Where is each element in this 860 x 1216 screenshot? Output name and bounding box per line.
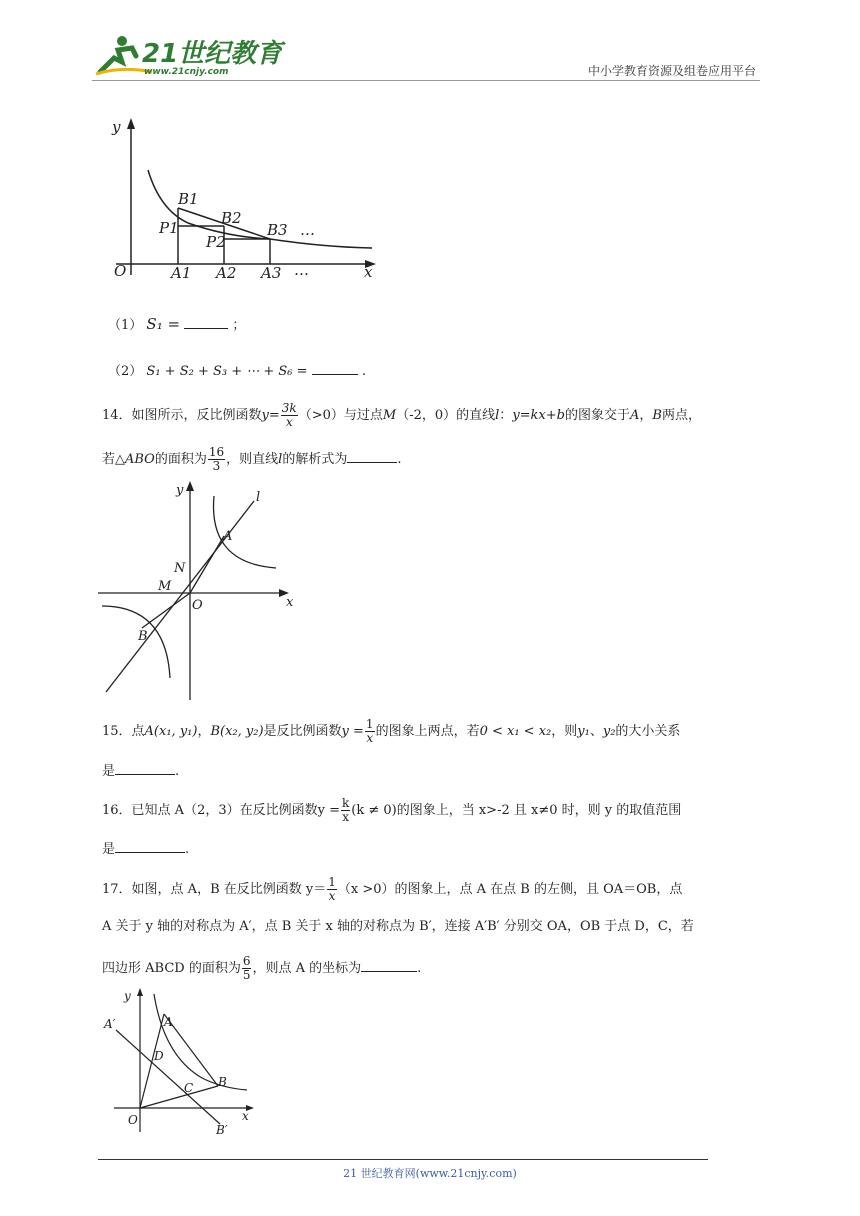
fig3-label-a: A <box>164 1015 173 1029</box>
fig2-segment-oa <box>190 536 224 593</box>
fig3-label-d: D <box>154 1049 164 1063</box>
logo-url-text: www.21cnjy.com <box>144 67 229 77</box>
fig3-label-b-prime: B′ <box>216 1123 228 1137</box>
fig3-label-a-prime: A′ <box>104 1017 116 1031</box>
fig2-y-arrow <box>186 481 194 491</box>
q15-fraction-1-x: $\frac{1}{x}$ <box>365 717 374 745</box>
fig3-label-y: y <box>124 989 131 1003</box>
fig2-label-b: B <box>138 629 148 644</box>
fig2-curve-q3 <box>102 606 170 678</box>
fig2-label-o: O <box>192 598 203 613</box>
q14-blank[interactable] <box>347 448 397 463</box>
fig1-label-dots-top: … <box>300 221 315 239</box>
q17-blank[interactable] <box>361 957 417 972</box>
q16-line2: 是 . <box>102 838 189 860</box>
q13-part1-blank[interactable] <box>184 314 228 329</box>
fig1-label-p1: P1 <box>159 219 179 237</box>
q14-line2: 若△ABO的面积为 $\frac{16}{3}$ ，则直线l的解析式为 . <box>102 445 402 473</box>
q15-line1: 15．点A(x₁, y₁)，B(x₂, y₂)是反比例函数y = $\frac{1}{x}$ 的图象上两点，若0 < x₁ < x₂，则y₁、y₂的大小关系 <box>102 717 681 745</box>
fig2-label-a: A <box>223 529 233 544</box>
site-logo <box>92 32 283 80</box>
q17-line3: 四边形 ABCD 的面积为 $\frac{6}{5}$ ，则点 A 的坐标为 . <box>102 954 422 982</box>
q13-part2-blank[interactable] <box>312 360 358 375</box>
fig3-label-x: x <box>242 1109 249 1123</box>
fig1-label-y: y <box>112 118 121 136</box>
fig1-label-b1: B1 <box>178 190 199 208</box>
q16-fraction-k-x: $\frac{k}{x}$ <box>341 796 350 824</box>
fig1-label-a2: A2 <box>216 264 237 282</box>
q14-fraction-3k-x: $\frac{3k}{x}$ <box>281 401 297 429</box>
q15-line2: 是 . <box>102 760 179 782</box>
q15-blank[interactable] <box>115 760 175 775</box>
header-platform-text: 中小学教育资源及组卷应用平台 <box>587 64 756 78</box>
q13-part2: （2） S₁ + S₂ + S₃ + ⋯ + S₆ = . <box>108 360 366 382</box>
q16-blank[interactable] <box>115 838 185 853</box>
fig3-label-c: C <box>184 1081 194 1095</box>
fig1-y-arrow <box>127 118 135 129</box>
logo-main-text: 21世纪教育 <box>142 39 283 69</box>
fig2-label-x: x <box>286 595 294 610</box>
footer-divider <box>98 1159 708 1160</box>
footer-link[interactable]: 21 世纪教育网(www.21cnjy.com) <box>343 1167 517 1180</box>
q17-fraction-1-x: $\frac{1}{x}$ <box>328 875 336 903</box>
fig1-label-a1: A1 <box>171 264 192 282</box>
figure-2 <box>96 478 306 703</box>
fig3-curve <box>154 994 247 1090</box>
fig3-y-arrow <box>137 988 143 996</box>
fig2-label-m: M <box>158 579 172 594</box>
q14-fraction-16-3: $\frac{16}{3}$ <box>208 445 225 473</box>
q14-line1: 14．如图所示，反比例函数y= $\frac{3k}{x}$ （>0）与过点M（-2，0）的直线l：y=kx+b的图象交于A，B两点， <box>102 401 701 429</box>
q13-part1: （1） S₁ = ； <box>108 315 246 333</box>
header-divider <box>92 80 760 81</box>
fig3-segment-ob <box>140 1086 218 1108</box>
fig1-label-a3: A3 <box>261 264 282 282</box>
fig3-label-b: B <box>218 1075 227 1089</box>
fig1-label-p2: P2 <box>206 233 226 251</box>
fig1-label-dots-bottom: … <box>294 261 309 279</box>
fig2-label-n: N <box>174 561 186 576</box>
fig2-label-l: l <box>256 490 261 505</box>
q16-line1: 16．已知点 A（2，3）在反比例函数y = $\frac{k}{x}$ (k ≠ 0)的图象上，当 x>-2 且 x≠0 时，则 y 的取值范围 <box>102 796 682 824</box>
fig1-label-b2: B2 <box>221 209 242 227</box>
fig1-label-x: x <box>364 263 373 281</box>
figure-3 <box>102 986 262 1138</box>
fig3-label-o: O <box>128 1113 138 1127</box>
figure-1 <box>108 115 383 280</box>
q17-line1: 17．如图，点 A，B 在反比例函数 y＝ $\frac{1}{x}$ （x >0）的图象上，点 A 在点 B 的左侧，且 OA＝OB，点 <box>102 875 683 903</box>
fig2-label-y: y <box>176 483 184 498</box>
fig1-label-o: O <box>114 262 127 280</box>
q17-line2: A 关于 y 轴的对称点为 A′，点 B 关于 x 轴的对称点为 B′，连接 A′B′ 分别交 OA，OB 于点 D，C，若 <box>102 919 694 934</box>
q17-fraction-6-5: $\frac{6}{5}$ <box>242 954 251 982</box>
fig1-label-b3: B3 <box>267 221 288 239</box>
fig3-line-apbp <box>116 1030 220 1124</box>
